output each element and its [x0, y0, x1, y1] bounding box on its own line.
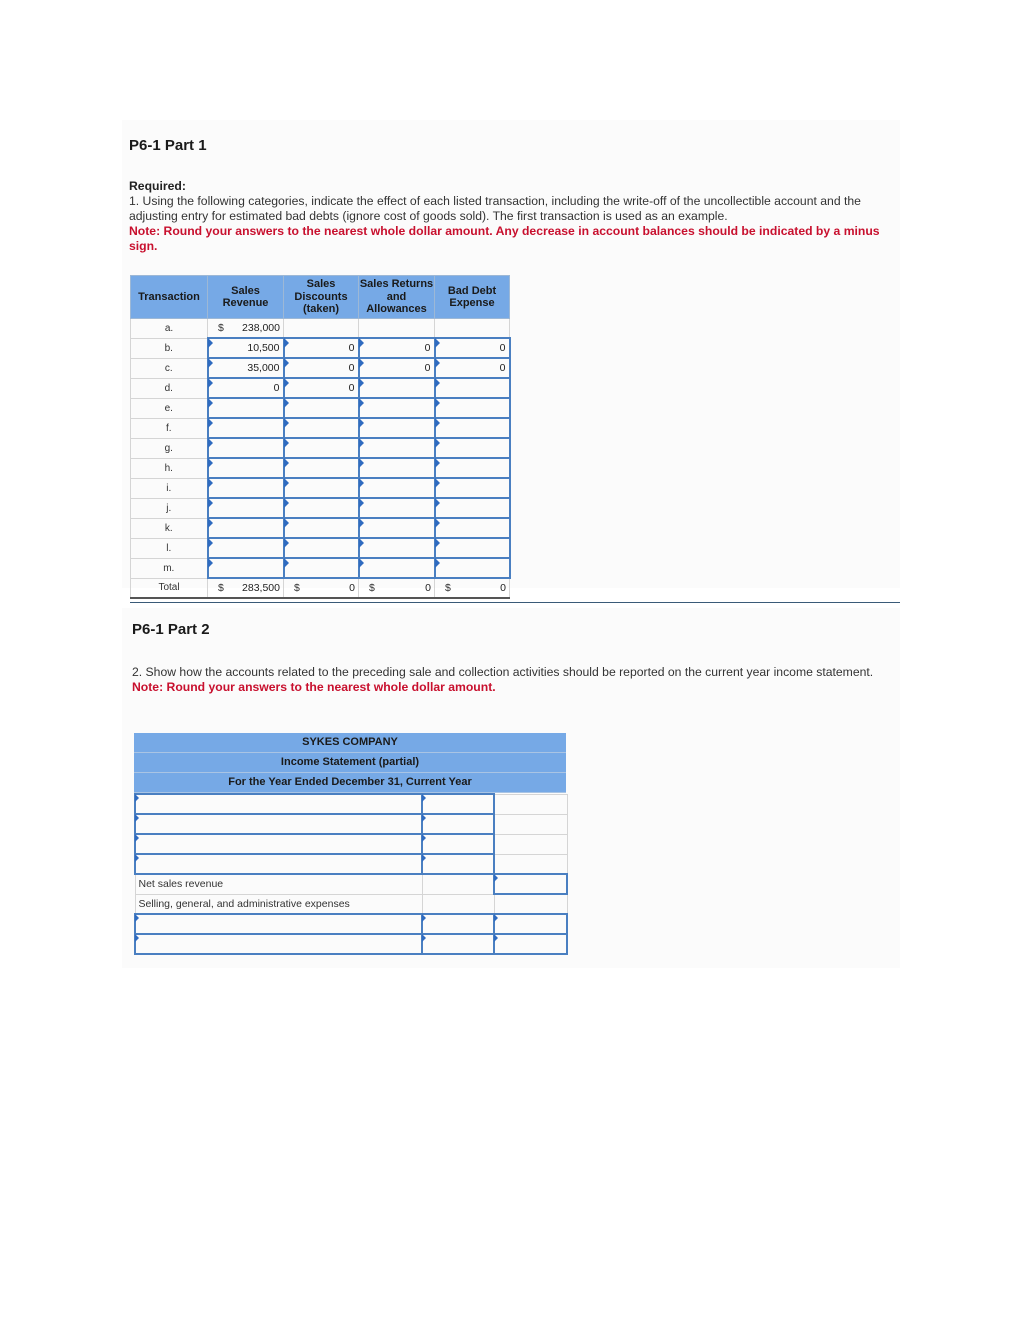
sales-discounts-cell[interactable]	[284, 438, 359, 458]
total-sales-revenue: $ 283,500	[208, 578, 284, 598]
sales-returns-cell[interactable]	[359, 558, 435, 578]
transaction-label: a.	[131, 319, 208, 339]
is-label-input[interactable]	[135, 814, 422, 834]
company-name: SYKES COMPANY	[134, 733, 566, 753]
sales-revenue-cell[interactable]: 35,000	[208, 358, 284, 378]
sales-revenue-cell[interactable]: 0	[208, 378, 284, 398]
sales-returns-cell[interactable]	[359, 518, 435, 538]
transaction-row	[131, 458, 510, 478]
sales-returns-cell[interactable]	[359, 438, 435, 458]
sales-returns-cell[interactable]	[359, 458, 435, 478]
is-amount-input[interactable]	[422, 814, 494, 834]
sales-revenue-cell[interactable]	[208, 418, 284, 438]
sales-returns-cell[interactable]	[359, 398, 435, 418]
transaction-label: c.	[131, 358, 208, 378]
is-total-input[interactable]	[494, 914, 567, 934]
part1-requirements	[129, 179, 899, 254]
total-bad-debt-expense: $ 0	[435, 578, 510, 598]
section-divider	[130, 602, 900, 603]
statement-name: Income Statement (partial)	[134, 753, 566, 773]
part2-instruction: 2. Show how the accounts related to the preceding sale and collection activities should be reported on the current year income statement.	[132, 665, 874, 679]
part1-title: P6-1 Part 1	[129, 137, 207, 154]
sales-revenue-cell[interactable]	[208, 518, 284, 538]
sales-returns-cell[interactable]	[359, 418, 435, 438]
transaction-row	[131, 398, 510, 418]
is-row	[135, 934, 567, 954]
transaction-row	[131, 498, 510, 518]
is-row	[135, 914, 567, 934]
transaction-row	[131, 518, 510, 538]
bad-debt-expense-cell[interactable]	[435, 558, 510, 578]
sales-discounts-cell	[284, 319, 359, 339]
sales-discounts-cell[interactable]: 0	[284, 338, 359, 358]
bad-debt-expense-cell[interactable]	[435, 418, 510, 438]
required-label: Required:	[129, 179, 186, 193]
sales-discounts-cell[interactable]	[284, 398, 359, 418]
bad-debt-expense-cell[interactable]	[435, 498, 510, 518]
sales-returns-cell[interactable]	[359, 478, 435, 498]
header-sales-returns: Sales Returns and Allowances	[359, 276, 435, 319]
sales-returns-cell[interactable]: 0	[359, 358, 435, 378]
bad-debt-expense-cell[interactable]: 0	[435, 338, 510, 358]
income-statement-table	[134, 793, 568, 955]
sales-revenue-cell[interactable]	[208, 558, 284, 578]
transaction-label: k.	[131, 518, 208, 538]
is-label-input[interactable]	[135, 794, 422, 814]
sga-label: Selling, general, and administrative expenses	[135, 894, 422, 914]
is-amount-input[interactable]	[422, 934, 494, 954]
is-amount-input[interactable]	[422, 854, 494, 874]
bad-debt-expense-cell[interactable]	[435, 478, 510, 498]
is-label-input[interactable]	[135, 934, 422, 954]
part2-title: P6-1 Part 2	[132, 621, 210, 638]
sales-returns-cell[interactable]	[359, 378, 435, 398]
transaction-row	[131, 378, 510, 398]
transaction-row	[131, 438, 510, 458]
bad-debt-expense-cell[interactable]: 0	[435, 358, 510, 378]
sales-revenue-cell[interactable]	[208, 498, 284, 518]
statement-period: For the Year Ended December 31, Current Year	[134, 773, 566, 793]
sales-revenue-cell[interactable]	[208, 538, 284, 558]
transaction-row	[131, 558, 510, 578]
sales-discounts-cell[interactable]	[284, 558, 359, 578]
transaction-row	[131, 418, 510, 438]
transaction-label: g.	[131, 438, 208, 458]
is-label-input[interactable]	[135, 834, 422, 854]
transaction-label: f.	[131, 418, 208, 438]
transaction-row	[131, 319, 510, 339]
sales-discounts-cell[interactable]	[284, 538, 359, 558]
bad-debt-expense-cell[interactable]	[435, 458, 510, 478]
net-sales-input[interactable]	[494, 874, 567, 894]
sales-discounts-cell[interactable]	[284, 458, 359, 478]
is-amount-input[interactable]	[422, 794, 494, 814]
is-total-cell	[494, 854, 567, 874]
header-sales-revenue: Sales Revenue	[208, 276, 284, 319]
net-sales-spacer	[422, 874, 494, 894]
header-sales-discounts: Sales Discounts (taken)	[284, 276, 359, 319]
bad-debt-expense-cell[interactable]	[435, 438, 510, 458]
sales-revenue-cell[interactable]	[208, 478, 284, 498]
part1-instruction: 1. Using the following categories, indicate the effect of each listed transaction, including the write-off of the uncollectible account and the adjusting entry for estimated bad debts (ignore cost of goods sold). The first transaction is used as an example.	[129, 194, 861, 223]
sales-revenue-cell[interactable]	[208, 458, 284, 478]
sales-discounts-cell[interactable]	[284, 478, 359, 498]
net-sales-label: Net sales revenue	[135, 874, 422, 894]
header-bad-debt-expense: Bad Debt Expense	[435, 276, 510, 319]
sales-discounts-cell[interactable]: 0	[284, 378, 359, 398]
sales-returns-cell[interactable]	[359, 498, 435, 518]
sales-returns-cell[interactable]	[359, 538, 435, 558]
bad-debt-expense-cell[interactable]	[435, 518, 510, 538]
transaction-row	[131, 358, 510, 378]
is-total-cell	[494, 814, 567, 834]
transaction-label: h.	[131, 458, 208, 478]
sga-spacer	[422, 894, 494, 914]
transaction-label: d.	[131, 378, 208, 398]
is-label-input[interactable]	[135, 854, 422, 874]
sales-discounts-cell[interactable]: 0	[284, 358, 359, 378]
transaction-label: e.	[131, 398, 208, 418]
sales-discounts-cell[interactable]	[284, 498, 359, 518]
part1-note: Note: Round your answers to the nearest whole dollar amount. Any decrease in account balances should be indicated by a minus sign.	[129, 224, 880, 253]
part2-requirements	[132, 665, 898, 695]
is-row	[135, 854, 567, 874]
is-row	[135, 814, 567, 834]
is-total-cell	[494, 794, 567, 814]
income-statement	[134, 733, 566, 955]
part2-note: Note: Round your answers to the nearest whole dollar amount.	[132, 680, 496, 694]
sales-discounts-cell[interactable]	[284, 418, 359, 438]
is-label-input[interactable]	[135, 914, 422, 934]
sales-returns-cell[interactable]: 0	[359, 338, 435, 358]
transaction-label: m.	[131, 558, 208, 578]
bad-debt-expense-cell[interactable]	[435, 378, 510, 398]
bad-debt-expense-cell	[435, 319, 510, 339]
is-amount-input[interactable]	[422, 834, 494, 854]
sga-row	[135, 894, 567, 914]
sga-total-cell	[494, 894, 567, 914]
net-sales-row	[135, 874, 567, 894]
total-label: Total	[131, 578, 208, 598]
sales-returns-cell	[359, 319, 435, 339]
total-sales-returns: $ 0	[359, 578, 435, 598]
is-amount-input[interactable]	[422, 914, 494, 934]
transaction-row	[131, 338, 510, 358]
bad-debt-expense-cell[interactable]	[435, 398, 510, 418]
sales-revenue-cell[interactable]	[208, 398, 284, 418]
sales-revenue-cell: $ 238,000	[208, 319, 284, 339]
is-total-input[interactable]	[494, 934, 567, 954]
transaction-label: l.	[131, 538, 208, 558]
is-total-cell	[494, 834, 567, 854]
sales-discounts-cell[interactable]	[284, 518, 359, 538]
transaction-label: j.	[131, 498, 208, 518]
header-transaction: Transaction	[131, 276, 208, 319]
transaction-label: b.	[131, 338, 208, 358]
is-row	[135, 834, 567, 854]
sales-revenue-cell[interactable]: 10,500	[208, 338, 284, 358]
bad-debt-expense-cell[interactable]	[435, 538, 510, 558]
transaction-label: i.	[131, 478, 208, 498]
transaction-effects-table	[130, 275, 511, 599]
transaction-row	[131, 478, 510, 498]
total-sales-discounts: $ 0	[284, 578, 359, 598]
is-row	[135, 794, 567, 814]
total-row	[131, 578, 510, 598]
sales-revenue-cell[interactable]	[208, 438, 284, 458]
transaction-row	[131, 538, 510, 558]
